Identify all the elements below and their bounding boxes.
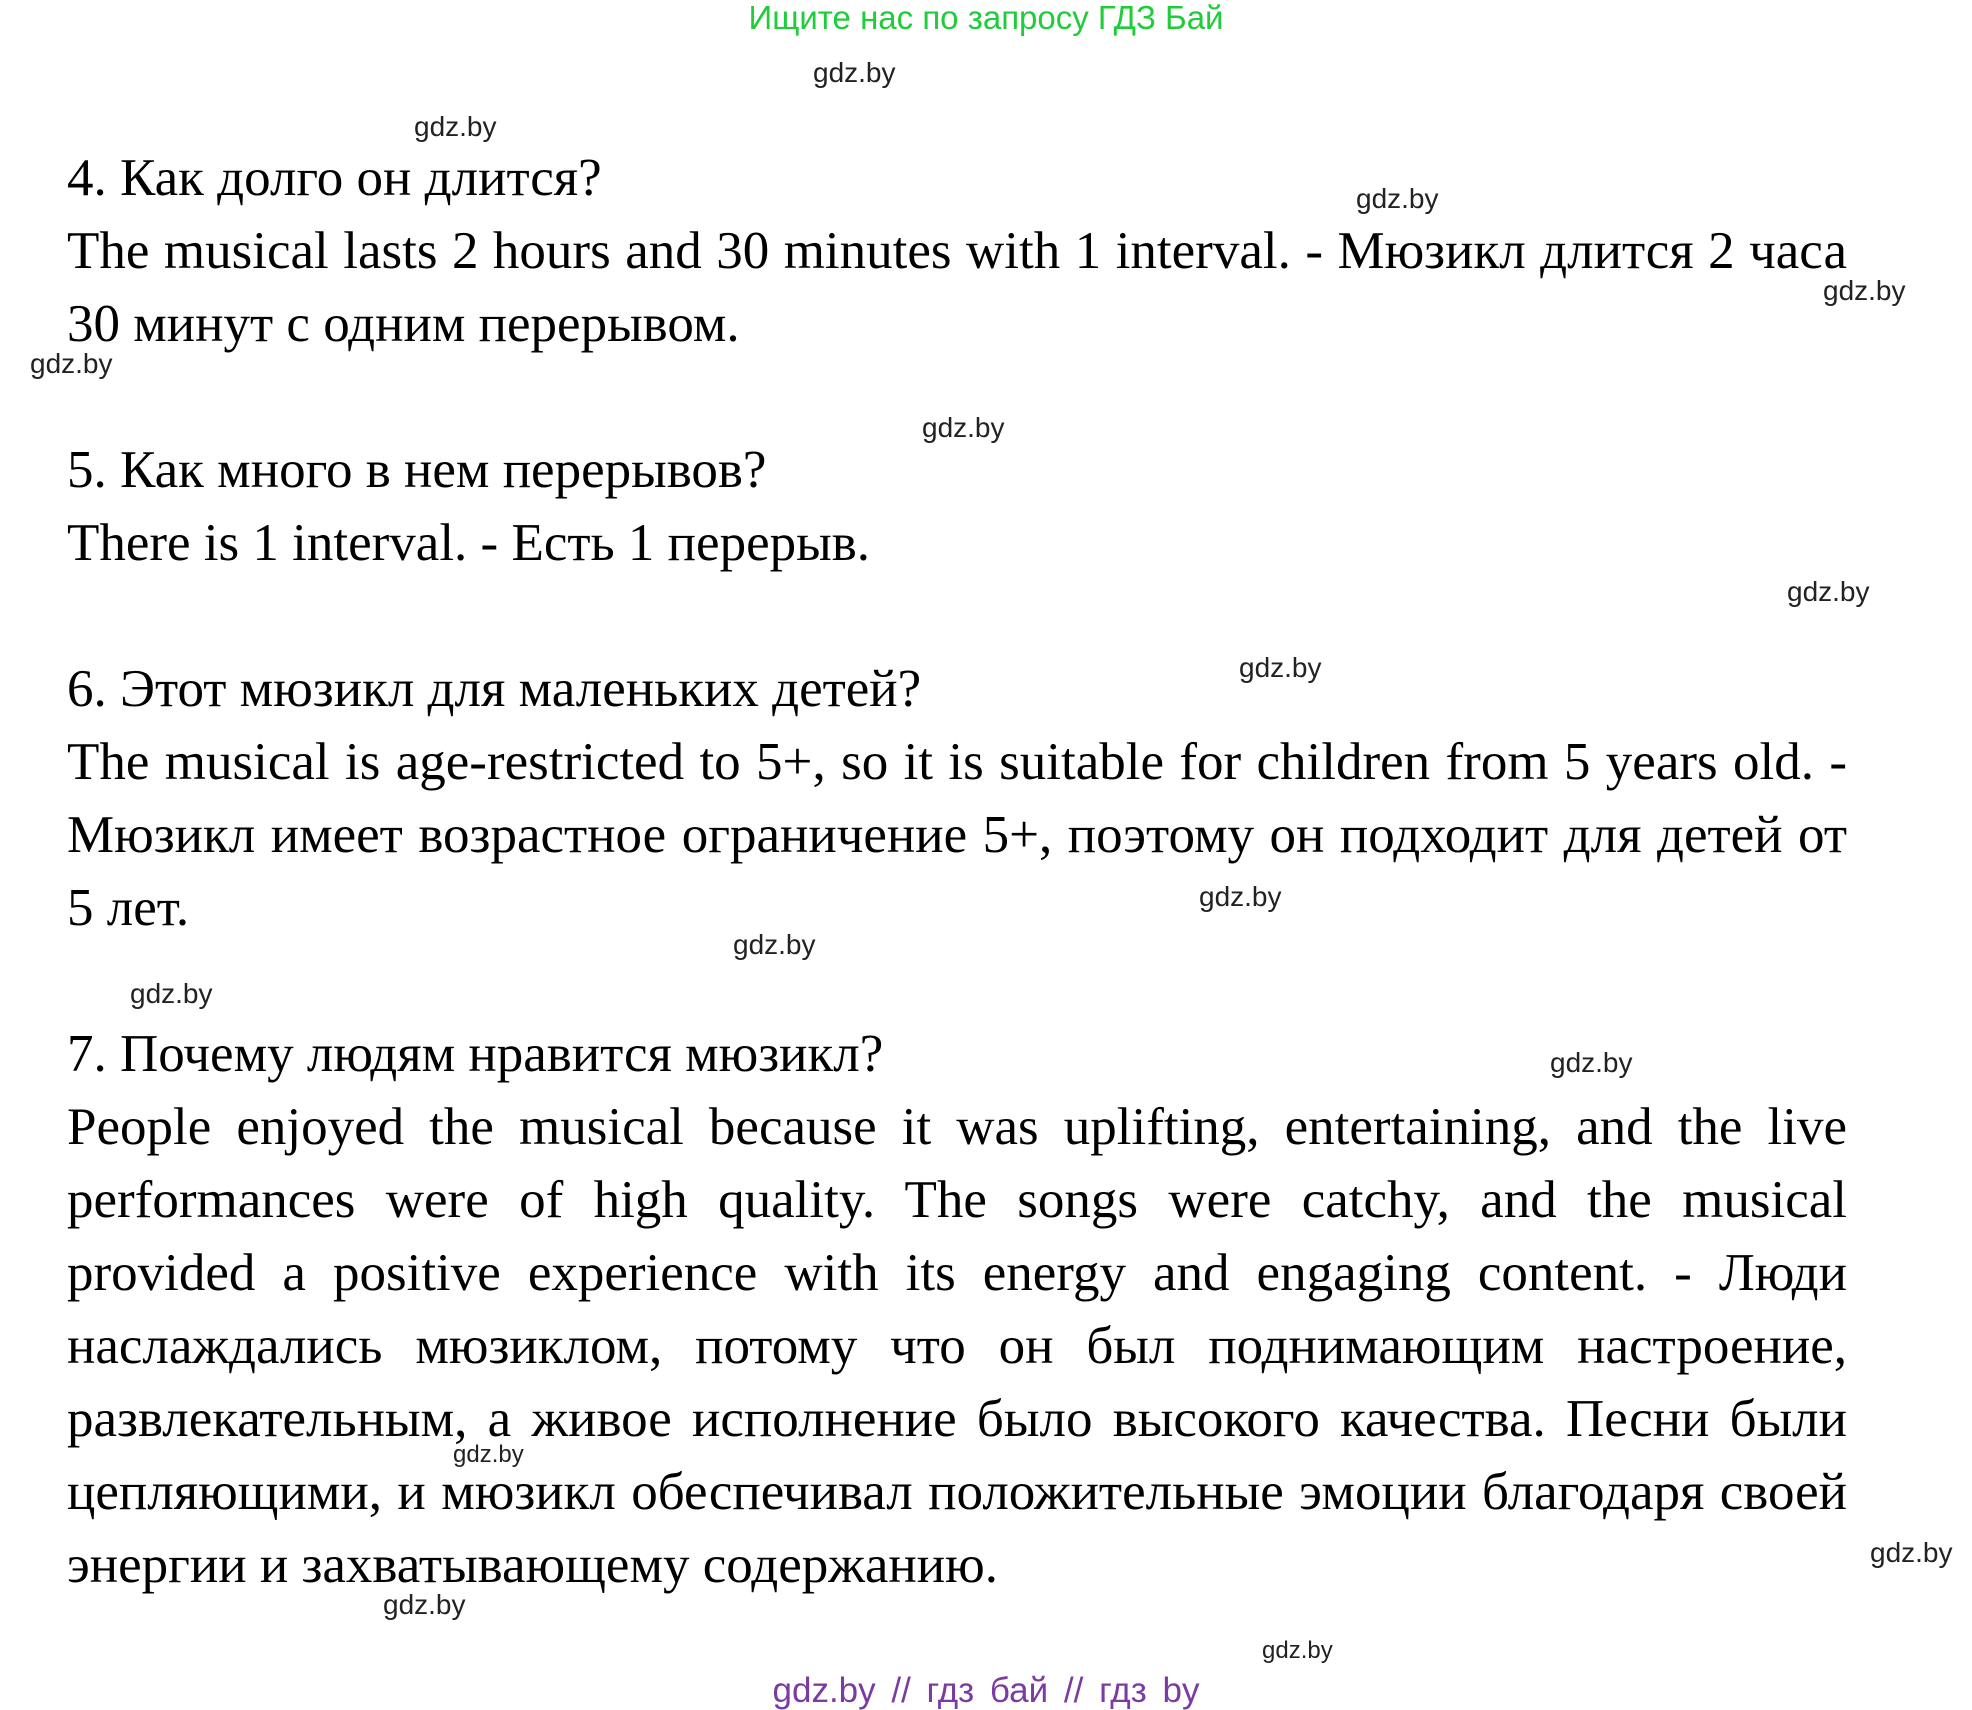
watermark: gdz.by	[1870, 1537, 1953, 1568]
qa-block-6	[67, 653, 1847, 945]
watermark: gdz.by	[922, 412, 1005, 443]
qa-block-4	[67, 142, 1847, 361]
document-body	[67, 142, 1847, 1602]
watermark: gdz.by	[1823, 275, 1906, 306]
watermark: gdz.by	[1239, 652, 1322, 683]
answer-4: The musical lasts 2 hours and 30 minutes with 1 interval. - Мюзикл длится 2 часа 30 минут с одним перерывом.	[67, 222, 1847, 353]
watermark: gdz.by	[733, 929, 816, 960]
watermark: gdz.by	[1262, 1637, 1333, 1664]
top-banner: Ищите нас по запросу ГДЗ Бай	[748, 0, 1224, 36]
watermark: gdz.by	[30, 348, 113, 379]
question-4: 4. Как долго он длится?	[67, 149, 602, 207]
watermark: gdz.by	[130, 978, 213, 1009]
answer-7: People enjoyed the musical because it was uplifting, entertaining, and the live performances were of high quality. The songs were catchy, and the musical provided a positive experience with its energy and engaging content. - Люди наслаждались мюзиклом, потому что он был поднимающим настроение, развлекательным, а живое исполнение было высокого качества. Песни были цепляющими, и мюзикл обеспечивал положительные эмоции благодаря своей энергии и захватывающему содержанию.	[67, 1098, 1847, 1594]
answer-6: The musical is age-restricted to 5+, so it is suitable for children from 5 years old. - Мюзикл имеет возрастное ограничение 5+, поэтому он подходит для детей от 5 лет.	[67, 733, 1847, 937]
qa-block-7	[67, 1018, 1847, 1602]
watermark: gdz.by	[414, 111, 497, 142]
footer: gdz.by // гдз бай // гдз by	[772, 1671, 1200, 1710]
watermark: gdz.by	[1787, 576, 1870, 607]
answer-5: There is 1 interval. - Есть 1 перерыв.	[67, 514, 870, 572]
question-6: 6. Этот мюзикл для маленьких детей?	[67, 660, 922, 718]
watermark: gdz.by	[813, 57, 896, 88]
qa-block-5	[67, 434, 1847, 580]
question-5: 5. Как много в нем перерывов?	[67, 441, 767, 499]
watermark: gdz.by	[453, 1441, 524, 1468]
watermark: gdz.by	[383, 1589, 466, 1620]
watermark: gdz.by	[1199, 881, 1282, 912]
watermark: gdz.by	[1356, 183, 1439, 214]
question-7: 7. Почему людям нравится мюзикл?	[67, 1025, 884, 1083]
watermark: gdz.by	[1550, 1047, 1633, 1078]
